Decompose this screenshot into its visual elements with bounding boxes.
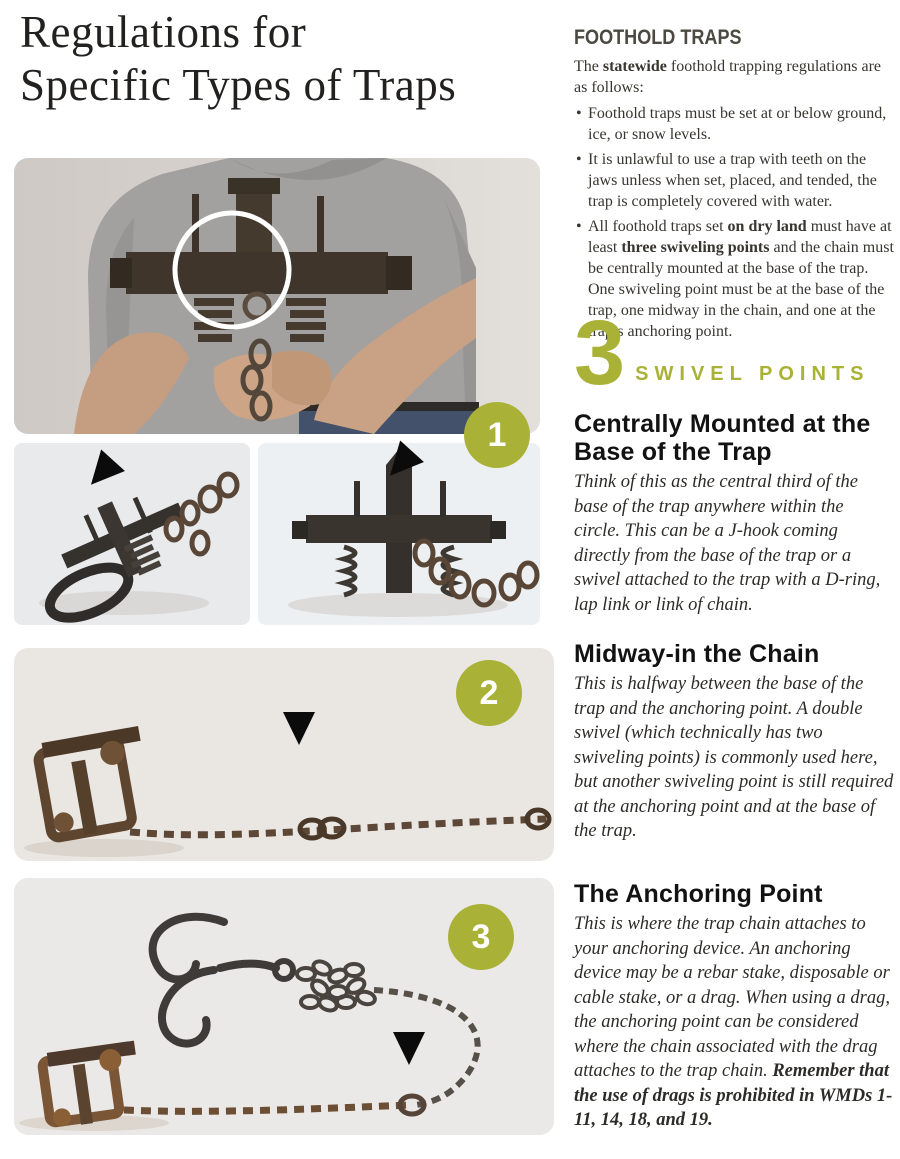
step-badge-2: 2 [456, 660, 522, 726]
section-body: Think of this as the central third of the base of the trap anywhere within the circle. This can be a J-hook coming directly from the base of the trap or a swivel attached to the trap with a D-ring, lap link or link of chain. [574, 472, 881, 615]
swivel-points-headline [574, 302, 870, 404]
swivel-label: SWIVEL POINTS [635, 362, 870, 385]
regulation-bullet: • It is unlawful to use a trap with teeth on the jaws unless when set, placed, and tended, the trap is completely covered with water. [576, 151, 877, 210]
foothold-intro: The statewide foothold trapping regulations are as follows: [574, 58, 882, 96]
section-body: This is where the trap chain attaches to your anchoring device. An anchoring device may be a rebar stake, disposable or cable stake, or a drag. When using a drag, the anchoring point can be considered where the chain associated with the drag attaches to the trap chain. Remember that the use of drags is prohibited in WMDs 1-11, 14, 18, and 19. [574, 914, 893, 1130]
photo-trap-angled [14, 443, 250, 625]
section-heading: Centrally Mounted at the Base of the Trap [574, 410, 871, 466]
page-title-line1: Regulations for [20, 7, 307, 57]
section-body: This is halfway between the base of the trap and the anchoring point. A double swivel (which technically has two swiveling points) is commonly used here, but another swiveling point is still required at the anchoring point and at the base of the trap. [574, 674, 894, 841]
section-centrally-mounted [574, 410, 894, 617]
page-title-line2: Specific Types of Traps [20, 60, 457, 111]
section-midway-chain [574, 640, 894, 844]
regulation-bullet: • Foothold traps must be set at or below ground, ice, or snow levels. [576, 105, 887, 143]
section-anchoring-point [574, 880, 894, 1133]
foothold-traps-heading: FOOTHOLD TRAPS [574, 26, 742, 49]
section-heading: The Anchoring Point [574, 880, 823, 908]
step-badge-1: 1 [464, 402, 530, 468]
arrow-marker-icon [393, 1032, 425, 1065]
regulation-bullet: • All foothold traps set on dry land must have at least three swiveling points and the chain must be centrally mounted at the base of the trap. One swiveling point must be at the base of the trap, one midway in the chain, and one at the trap’s anchoring point. [576, 218, 894, 340]
photo-person-holding-trap [14, 158, 540, 434]
page-title [20, 6, 580, 112]
arrow-marker-icon [283, 712, 315, 745]
foothold-traps-section [574, 26, 894, 346]
section-heading: Midway-in the Chain [574, 640, 820, 668]
swivel-count: 3 [574, 302, 626, 404]
text-column [574, 0, 894, 1159]
step-badge-3: 3 [448, 904, 514, 970]
